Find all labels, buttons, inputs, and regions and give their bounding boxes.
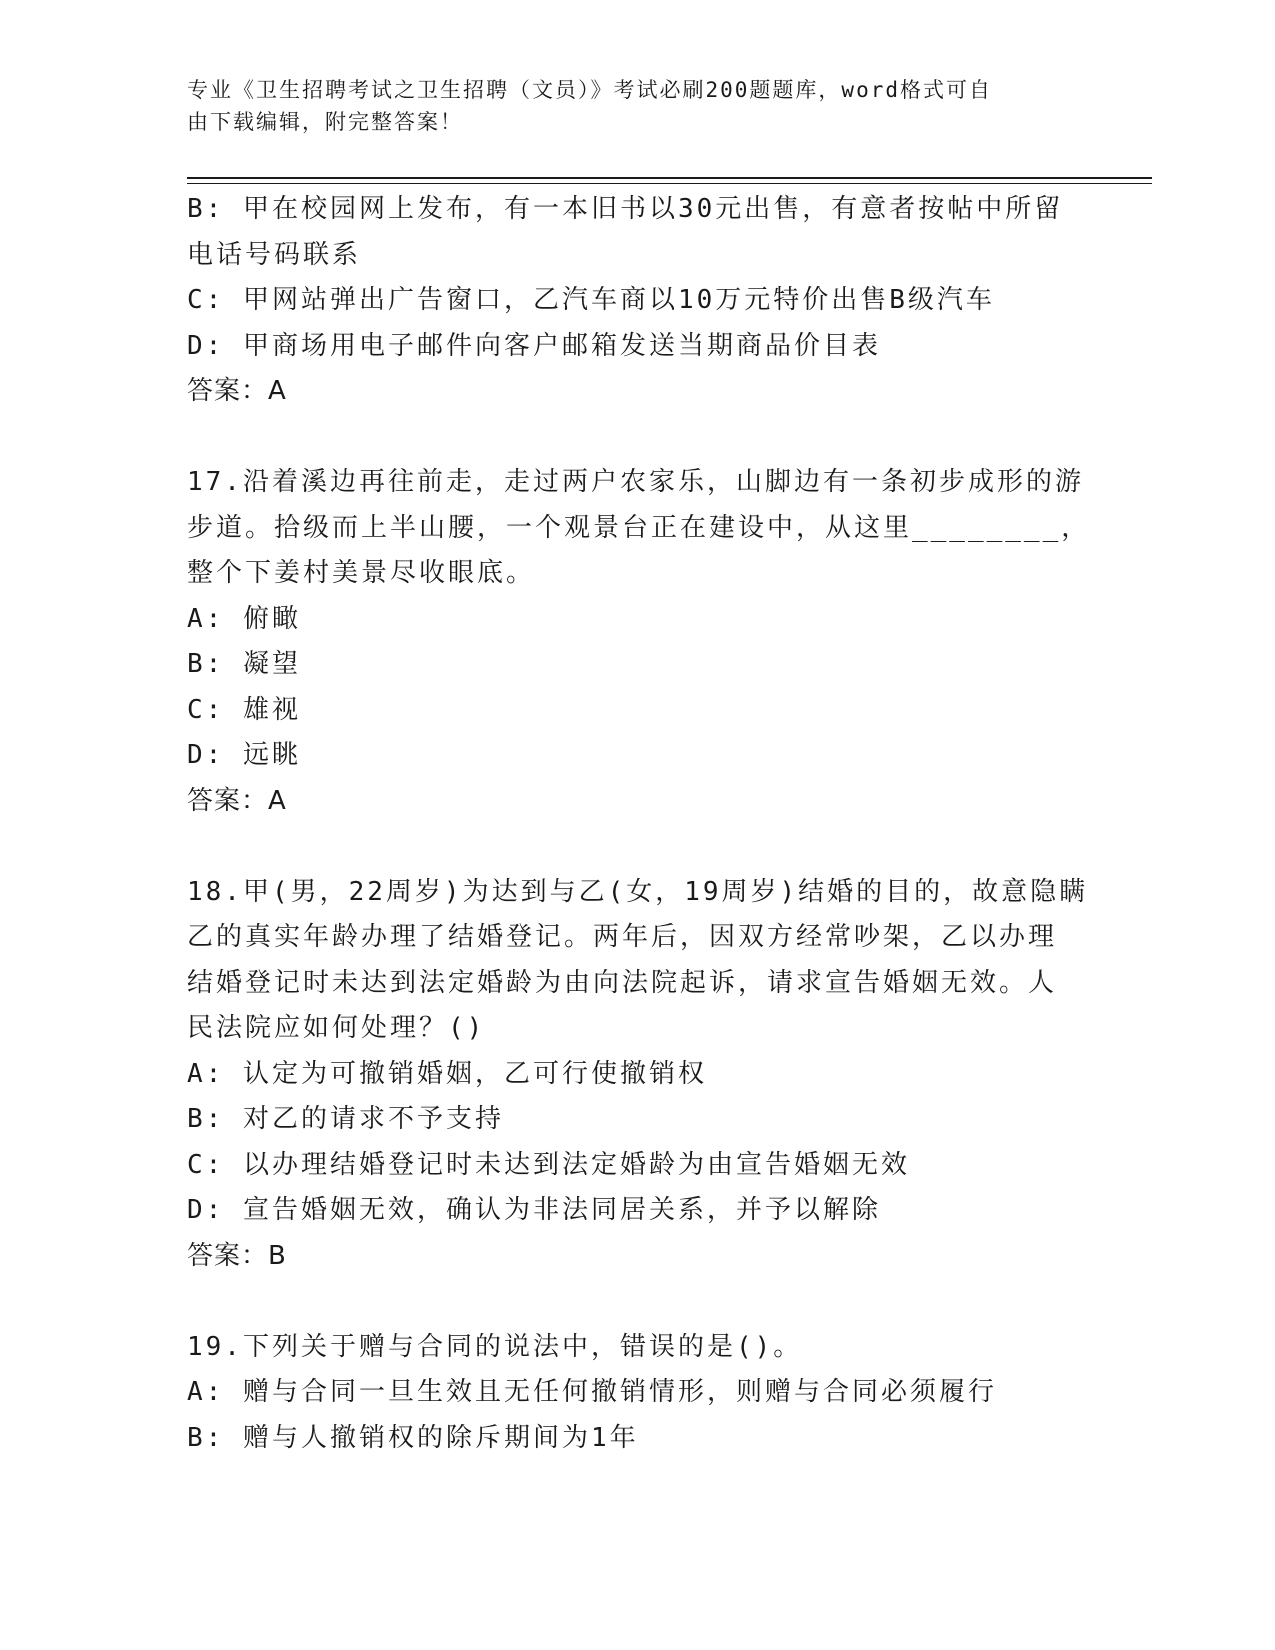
q18-option-b: B: 对乙的请求不予支持: [187, 1104, 504, 1134]
question-16-continued: [187, 187, 1087, 415]
header-divider-thin: [187, 183, 1152, 184]
q18-stem-line-4: 民法院应如何处理？(): [187, 1013, 486, 1043]
q17-option-a: A: 俯瞰: [187, 603, 301, 634]
q18-stem-line-2: 乙的真实年龄办理了结婚登记。两年后，因双方经常吵架，乙以办理: [187, 922, 1058, 952]
q16-answer: 答案：A: [187, 376, 287, 406]
header-title-line-1: 专业《卫生招聘考试之卫生招聘（文员）》考试必刷200题题库，word格式可自: [187, 78, 992, 102]
q18-stem-line-3: 结婚登记时未达到法定婚龄为由向法院起诉，请求宣告婚姻无效。人: [187, 967, 1058, 998]
document-header: [187, 74, 1087, 138]
question-spacer: [187, 1279, 1087, 1325]
question-19: [187, 1325, 1087, 1462]
q17-stem-line-2: 步道。拾级而上半山腰，一个观景台正在建设中，从这里________，: [187, 512, 1091, 543]
question-18: [187, 870, 1087, 1280]
question-spacer: [187, 415, 1087, 461]
q18-stem-line-1: 18.甲(男，22周岁)为达到与乙(女，19周岁)结婚的目的，故意隐瞒: [187, 876, 1089, 907]
q17-stem-line-1: 17.沿着溪边再往前走，走过两户农家乐，山脚边有一条初步成形的游: [187, 467, 1084, 497]
q16-option-d: D: 甲商场用电子邮件向客户邮箱发送当期商品价目表: [187, 330, 881, 361]
q17-answer: 答案：A: [187, 785, 287, 816]
header-divider-thick: [187, 177, 1152, 179]
q17-option-d: D: 远眺: [187, 740, 301, 770]
q17-option-c: C: 雄视: [187, 694, 301, 725]
question-spacer: [187, 824, 1087, 870]
q17-option-b: B: 凝望: [187, 649, 301, 679]
q16-option-c: C: 甲网站弹出广告窗口，乙汽车商以10万元特价出售B级汽车: [187, 285, 995, 315]
q16-option-b-line-1: B: 甲在校园网上发布，有一本旧书以30元出售，有意者按帖中所留: [187, 194, 1064, 224]
document-body: [187, 187, 1091, 1461]
q18-option-c: C: 以办理结婚登记时未达到法定婚龄为由宣告婚姻无效: [187, 1149, 910, 1180]
question-17: [187, 460, 1091, 824]
q17-stem-line-3: 整个下姜村美景尽收眼底。: [187, 558, 536, 588]
q19-option-b: B: 赠与人撤销权的除斥期间为1年: [187, 1422, 639, 1453]
header-title-line-2: 由下载编辑，附完整答案！: [187, 110, 463, 134]
q18-option-a: A: 认定为可撤销婚姻，乙可行使撤销权: [187, 1058, 707, 1089]
q18-option-d: D: 宣告婚姻无效，确认为非法同居关系，并予以解除: [187, 1195, 881, 1225]
q19-option-a: A: 赠与合同一旦生效且无任何撤销情形，则赠与合同必须履行: [187, 1377, 997, 1407]
q18-answer: 答案：B: [187, 1240, 287, 1271]
q16-option-b-line-2: 电话号码联系: [187, 239, 362, 270]
q19-stem-line-1: 19.下列关于赠与合同的说法中，错误的是()。: [187, 1331, 803, 1362]
